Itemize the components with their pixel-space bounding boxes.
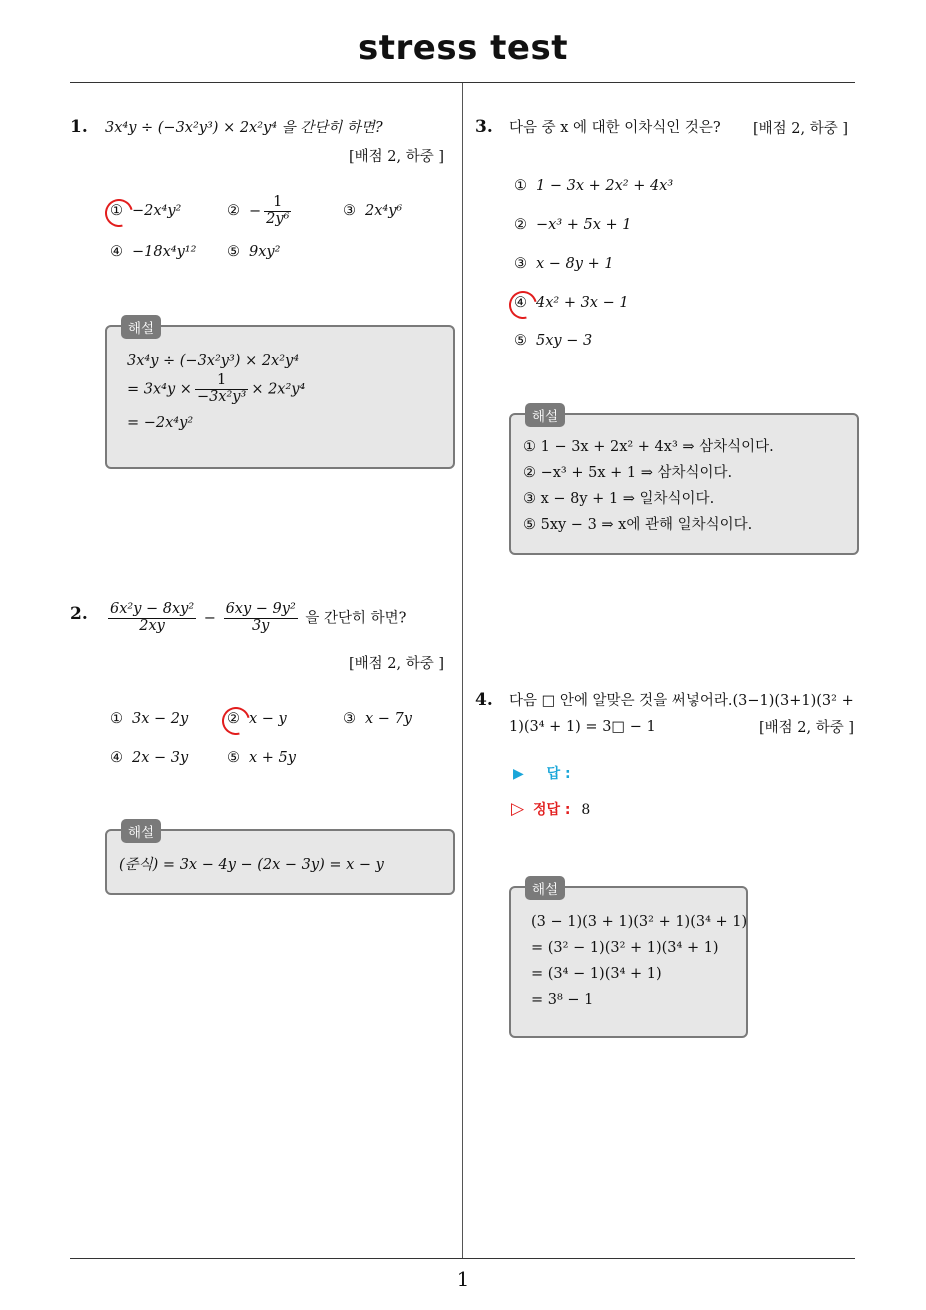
choice-4[interactable]: ④ 2x − 3y [110, 750, 189, 766]
solution-line: = 3⁸ − 1 [531, 992, 594, 1008]
solution-line: = 3x⁴y × $\frac{1}{\text{−3x²y³}}$ × 2x²y⁴ [127, 372, 306, 405]
solution-label: 해설 [121, 315, 161, 339]
question-text: 다음 중 x 에 대한 이차식인 것은? [509, 120, 721, 136]
question-number: 4. [475, 690, 493, 710]
choice-5[interactable]: ⑤ x + 5y [227, 750, 296, 766]
choice-4[interactable]: ④ 4x² + 3x − 1 [514, 295, 629, 311]
solution-label: 해설 [525, 403, 565, 427]
choice-3[interactable]: ③ 2x⁴y⁶ [343, 203, 403, 219]
choice-1[interactable]: ① 1 − 3x + 2x² + 4x³ [514, 178, 674, 194]
correct-answer-row [511, 799, 590, 819]
choice-1[interactable]: ① 3x − 2y [110, 711, 189, 727]
solution-label: 해설 [121, 819, 161, 843]
question-text: 3x⁴y ÷ (−3x²y³) × 2x²y⁴ 을 간단히 하면? [105, 120, 383, 136]
column-divider [462, 83, 463, 1259]
choice-4[interactable]: ④ −18x⁴y¹² [110, 244, 197, 260]
fraction: $\frac{1}{\text{−3x²y³}}$ [196, 372, 247, 405]
answer-label: 답 : [546, 766, 571, 782]
fraction: $\frac{\text{6x²y − 8xy²}}{2xy}$ [110, 601, 195, 634]
play-icon: ▶ [513, 766, 524, 782]
choice-3[interactable]: ③ x − 8y + 1 [514, 256, 614, 272]
footer-rule [70, 1258, 855, 1259]
choice-3[interactable]: ③ x − 7y [343, 711, 412, 727]
correct-answer-label: 정답 : [532, 802, 571, 818]
question-meta: [배점 2, 하중 ] [349, 149, 445, 165]
question-meta: [배점 2, 하중 ] [349, 656, 445, 672]
question-text: 1)(3⁴ + 1) = 3□ − 1 [509, 719, 656, 735]
question-number: 3. [475, 117, 493, 137]
choice-5[interactable]: ⑤ 9xy² [227, 244, 281, 260]
question-text: $\frac{\text{6x²y − 8xy²}}{2xy}$ − $\frac{\text{6xy − 9y²}}{3y}$ 을 간단히 하면? [110, 601, 407, 634]
page-number: 1 [456, 1267, 470, 1291]
question-number: 2. [70, 604, 88, 624]
solution-line: = (3⁴ − 1)(3⁴ + 1) [531, 966, 662, 982]
choice-2[interactable]: ② x − y [227, 711, 287, 727]
solution-box [105, 321, 455, 469]
choice-2[interactable]: ② − $\frac{1}{\text{2y⁶}}$ [227, 194, 290, 227]
solution-line: ⑤ 5xy − 3 ⇒ x에 관해 일차식이다. [523, 517, 753, 533]
choice-1[interactable]: ① −2x⁴y² [110, 203, 182, 219]
page-title: stress test [358, 28, 568, 68]
solution-line: ② −x³ + 5x + 1 ⇒ 삼차식이다. [523, 465, 733, 481]
solution-line: = (3² − 1)(3² + 1)(3⁴ + 1) [531, 940, 719, 956]
solution-box [509, 882, 748, 1038]
choice-5[interactable]: ⑤ 5xy − 3 [514, 333, 593, 349]
choice-2[interactable]: ② −x³ + 5x + 1 [514, 217, 632, 233]
solution-line: (3 − 1)(3 + 1)(3² + 1)(3⁴ + 1) [531, 914, 748, 930]
answer-row [513, 763, 571, 783]
solution-line: 3x⁴y ÷ (−3x²y³) × 2x²y⁴ [127, 353, 300, 369]
triangle-outline-icon: ▷ [511, 799, 525, 819]
solution-line: = −2x⁴y² [127, 415, 194, 431]
solution-line: ③ x − 8y + 1 ⇒ 일차식이다. [523, 491, 715, 507]
question-meta: [배점 2, 하중 ] [753, 121, 849, 137]
question-meta: [배점 2, 하중 ] [759, 720, 855, 736]
solution-box [509, 409, 859, 555]
solution-box [105, 825, 455, 895]
question-text: 다음 □ 안에 알맞은 것을 써넣어라.(3−1)(3+1)(3² + [509, 693, 854, 709]
solution-line: (준식) = 3x − 4y − (2x − 3y) = x − y [119, 857, 384, 873]
correct-answer-value: 8 [581, 802, 591, 818]
fraction: $\frac{1}{\text{2y⁶}}$ [266, 194, 290, 227]
question-number: 1. [70, 117, 88, 137]
fraction: $\frac{\text{6xy − 9y²}}{3y}$ [225, 601, 296, 634]
solution-label: 해설 [525, 876, 565, 900]
solution-line: ① 1 − 3x + 2x² + 4x³ ⇒ 삼차식이다. [523, 439, 774, 455]
